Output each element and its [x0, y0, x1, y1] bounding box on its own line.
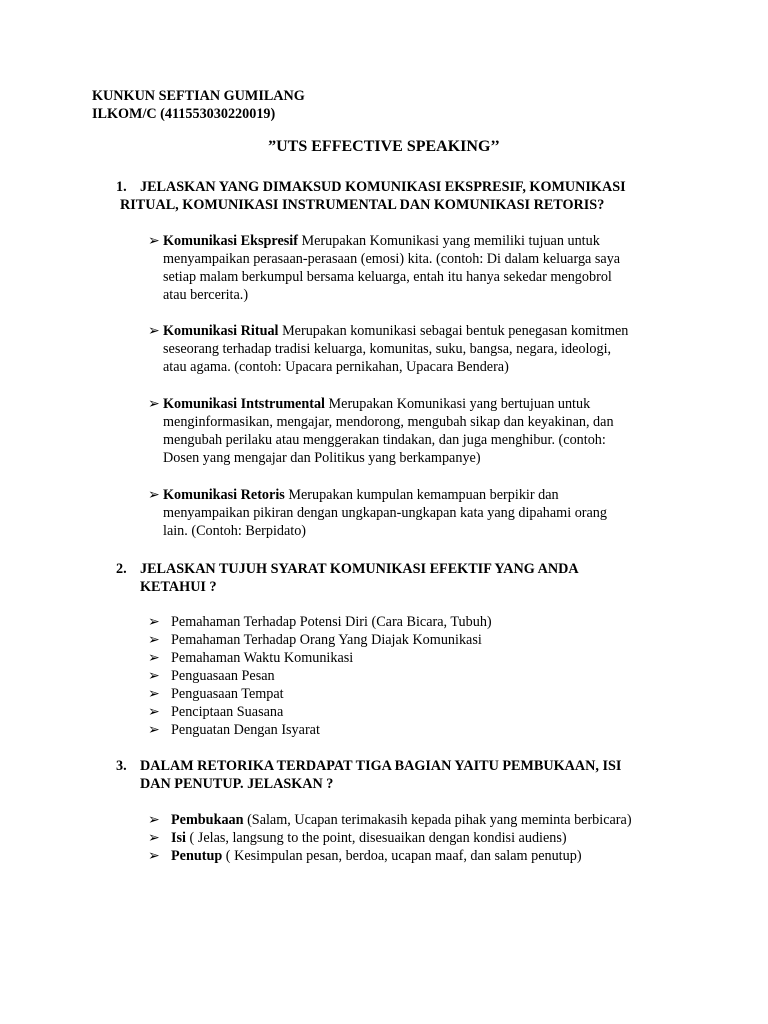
- arrow-bullet-icon: ➢: [148, 487, 160, 503]
- question-1-line-1: JELASKAN YANG DIMAKSUD KOMUNIKASI EKSPRESIF, KOMUNIKASI: [140, 179, 626, 195]
- arrow-bullet-icon: ➢: [148, 668, 160, 684]
- question-1-number: 1.: [116, 179, 127, 195]
- item-text: seseorang terhadap tradisi keluarga, komunitas, suku, bangsa, negara, ideologi,: [163, 341, 612, 357]
- answer-3-list: [148, 811, 632, 865]
- list-item: ➢ Isi ( Jelas, langsung to the point, disesuaikan dengan kondisi audiens): [148, 830, 567, 846]
- item-text: lain. (Contoh: Berpidato): [163, 523, 307, 539]
- item-text: Dosen yang mengajar dan Politikus yang berkampanye): [163, 450, 481, 466]
- question-3-number: 3.: [116, 758, 127, 774]
- item-text: Merupakan komunikasi sebagai bentuk penegasan komitmen: [278, 323, 629, 339]
- item-text: menginformasikan, mengajar, mendorong, mengubah sikap dan keyakinan, dan: [163, 414, 614, 430]
- question-3-line-1: DALAM RETORIKA TERDAPAT TIGA BAGIAN YAITU PEMBUKAAN, ISI: [140, 758, 622, 774]
- question-1-line-2: RITUAL, KOMUNIKASI INSTRUMENTAL DAN KOMUNIKASI RETORIS?: [120, 197, 605, 213]
- page-title: ”UTS EFFECTIVE SPEAKING’’: [268, 138, 500, 155]
- item-text: atau agama. (contoh: Upacara pernikahan, Upacara Bendera): [163, 359, 509, 375]
- arrow-bullet-icon: ➢: [148, 848, 160, 864]
- arrow-bullet-icon: ➢: [148, 830, 160, 846]
- item-text: setiap malam berkumpul bersama keluarga, entah itu hanya sekedar mengobrol: [163, 269, 612, 285]
- arrow-bullet-icon: ➢: [148, 722, 160, 738]
- arrow-bullet-icon: ➢: [148, 396, 160, 412]
- item-text: menyampaikan pikiran dengan ungkapan-ungkapan kata yang dipahami orang: [163, 505, 607, 521]
- arrow-bullet-icon: ➢: [148, 233, 160, 249]
- item-text: atau bercerita.): [163, 287, 249, 303]
- question-3-line-2: DAN PENUTUP. JELASKAN ?: [140, 776, 334, 792]
- item-term: Komunikasi Intstrumental: [163, 396, 325, 412]
- item-text: Merupakan Komunikasi yang memiliki tujuan untuk: [297, 233, 600, 249]
- class-id: ILKOM/C (411553030220019): [92, 106, 276, 122]
- answer-1-item: [148, 486, 688, 540]
- list-item: ➢ Pembukaan (Salam, Ucapan terimakasih kepada pihak yang meminta berbicara): [148, 812, 632, 828]
- item-text: Merupakan Komunikasi yang bertujuan untuk: [325, 396, 591, 412]
- answer-2-list: [148, 613, 492, 739]
- item-text: mengubah perilaku atau menggerakan tindakan, dan juga menghibur. (contoh:: [163, 432, 606, 448]
- list-item: ➢ Pemahaman Terhadap Orang Yang Diajak Komunikasi: [148, 632, 482, 648]
- question-2-line-1: JELASKAN TUJUH SYARAT KOMUNIKASI EFEKTIF YANG ANDA: [140, 561, 579, 577]
- arrow-bullet-icon: ➢: [148, 686, 160, 702]
- item-term: Komunikasi Retoris: [163, 487, 285, 503]
- list-item: ➢ Penguasaan Pesan: [148, 668, 275, 684]
- arrow-bullet-icon: ➢: [148, 812, 160, 828]
- answer-1-item: [148, 395, 688, 467]
- answer-1-item: [148, 232, 688, 304]
- list-item: ➢ Penguatan Dengan Isyarat: [148, 722, 320, 738]
- arrow-bullet-icon: ➢: [148, 632, 160, 648]
- item-term: Komunikasi Ritual: [163, 323, 279, 339]
- item-text: menyampaikan perasaan-perasaan (emosi) kita. (contoh: Di dalam keluarga saya: [163, 251, 621, 267]
- arrow-bullet-icon: ➢: [148, 323, 160, 339]
- list-item: ➢ Penguasaan Tempat: [148, 686, 284, 702]
- list-item: ➢ Penutup ( Kesimpulan pesan, berdoa, ucapan maaf, dan salam penutup): [148, 848, 582, 864]
- author-name: KUNKUN SEFTIAN GUMILANG: [92, 88, 305, 104]
- arrow-bullet-icon: ➢: [148, 704, 160, 720]
- arrow-bullet-icon: ➢: [148, 614, 160, 630]
- list-item: ➢ Penciptaan Suasana: [148, 704, 284, 720]
- list-item: ➢ Pemahaman Waktu Komunikasi: [148, 650, 354, 666]
- item-term: Komunikasi Ekspresif: [163, 233, 298, 249]
- answer-1-item: [148, 322, 688, 376]
- list-item: ➢ Pemahaman Terhadap Potensi Diri (Cara Bicara, Tubuh): [148, 614, 492, 630]
- arrow-bullet-icon: ➢: [148, 650, 160, 666]
- question-2-number: 2.: [116, 561, 127, 577]
- item-text: Merupakan kumpulan kemampuan berpikir dan: [284, 487, 559, 503]
- question-2-line-2: KETAHUI ?: [140, 579, 217, 595]
